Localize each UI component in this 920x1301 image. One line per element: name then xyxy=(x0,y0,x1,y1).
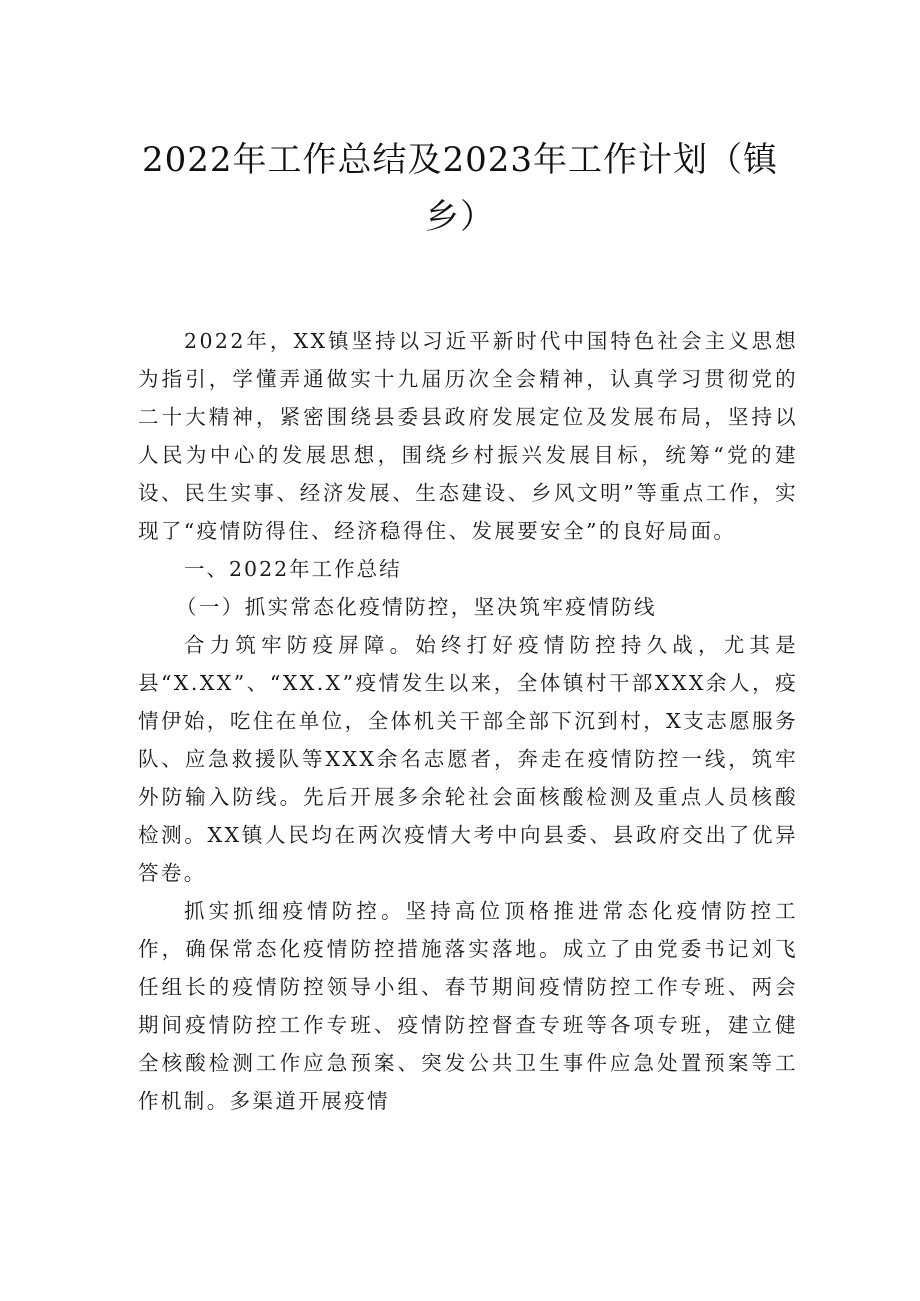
document-title-line-2: 乡） xyxy=(425,197,495,237)
body-paragraph: 合力筑牢防疫屏障。始终打好疫情防控持久战，尤其是县“X.XX”、“XX.X”疫情发生以来，全体镇村干部XXX余人，疫情伊始，吃住在单位，全体机关干部全部下沉到村，X支志愿服务队、应急救援队等XXX余名志愿者，奔走在疫情防控一线，筑牢外防输入防线。先后开展多余轮社会面核酸检测及重点人员核酸检测。XX镇人民均在两次疫情大考中向县委、县政府交出了优异答卷。 xyxy=(138,633,798,885)
document-body xyxy=(138,322,798,1120)
body-paragraph: 抓实抓细疫情防控。坚持高位顶格推进常态化疫情防控工作，确保常态化疫情防控措施落实落地。成立了由党委书记刘飞任组长的疫情防控领导小组、春节期间疫情防控工作专班、两会期间疫情防控工作专班、疫情防控督查专班等各项专班，建立健全核酸检测工作应急预案、突发公共卫生事件应急处置预案等工作机制。多渠道开展疫情 xyxy=(138,899,798,1113)
section-heading: 一、2022年工作总结 xyxy=(184,557,402,581)
document-title-line-1: 2022年工作总结及2023年工作计划（镇 xyxy=(141,140,779,180)
subsection-heading: （一）抓实常态化疫情防控，坚决筑牢疫情防线 xyxy=(176,595,657,619)
intro-paragraph: 2022年，XX镇坚持以习近平新时代中国特色社会主义思想为指引，学懂弄通做实十九届历次全会精神，认真学习贯彻党的二十大精神，紧密围绕县委县政府发展定位及发展布局，坚持以人民为中心的发展思想，围绕乡村振兴发展目标，统筹“党的建设、民生实事、经济发展、生态建设、乡风文明”等重点工作，实现了“疫情防得住、经济稳得住、发展要安全”的良好局面。 xyxy=(138,329,798,543)
